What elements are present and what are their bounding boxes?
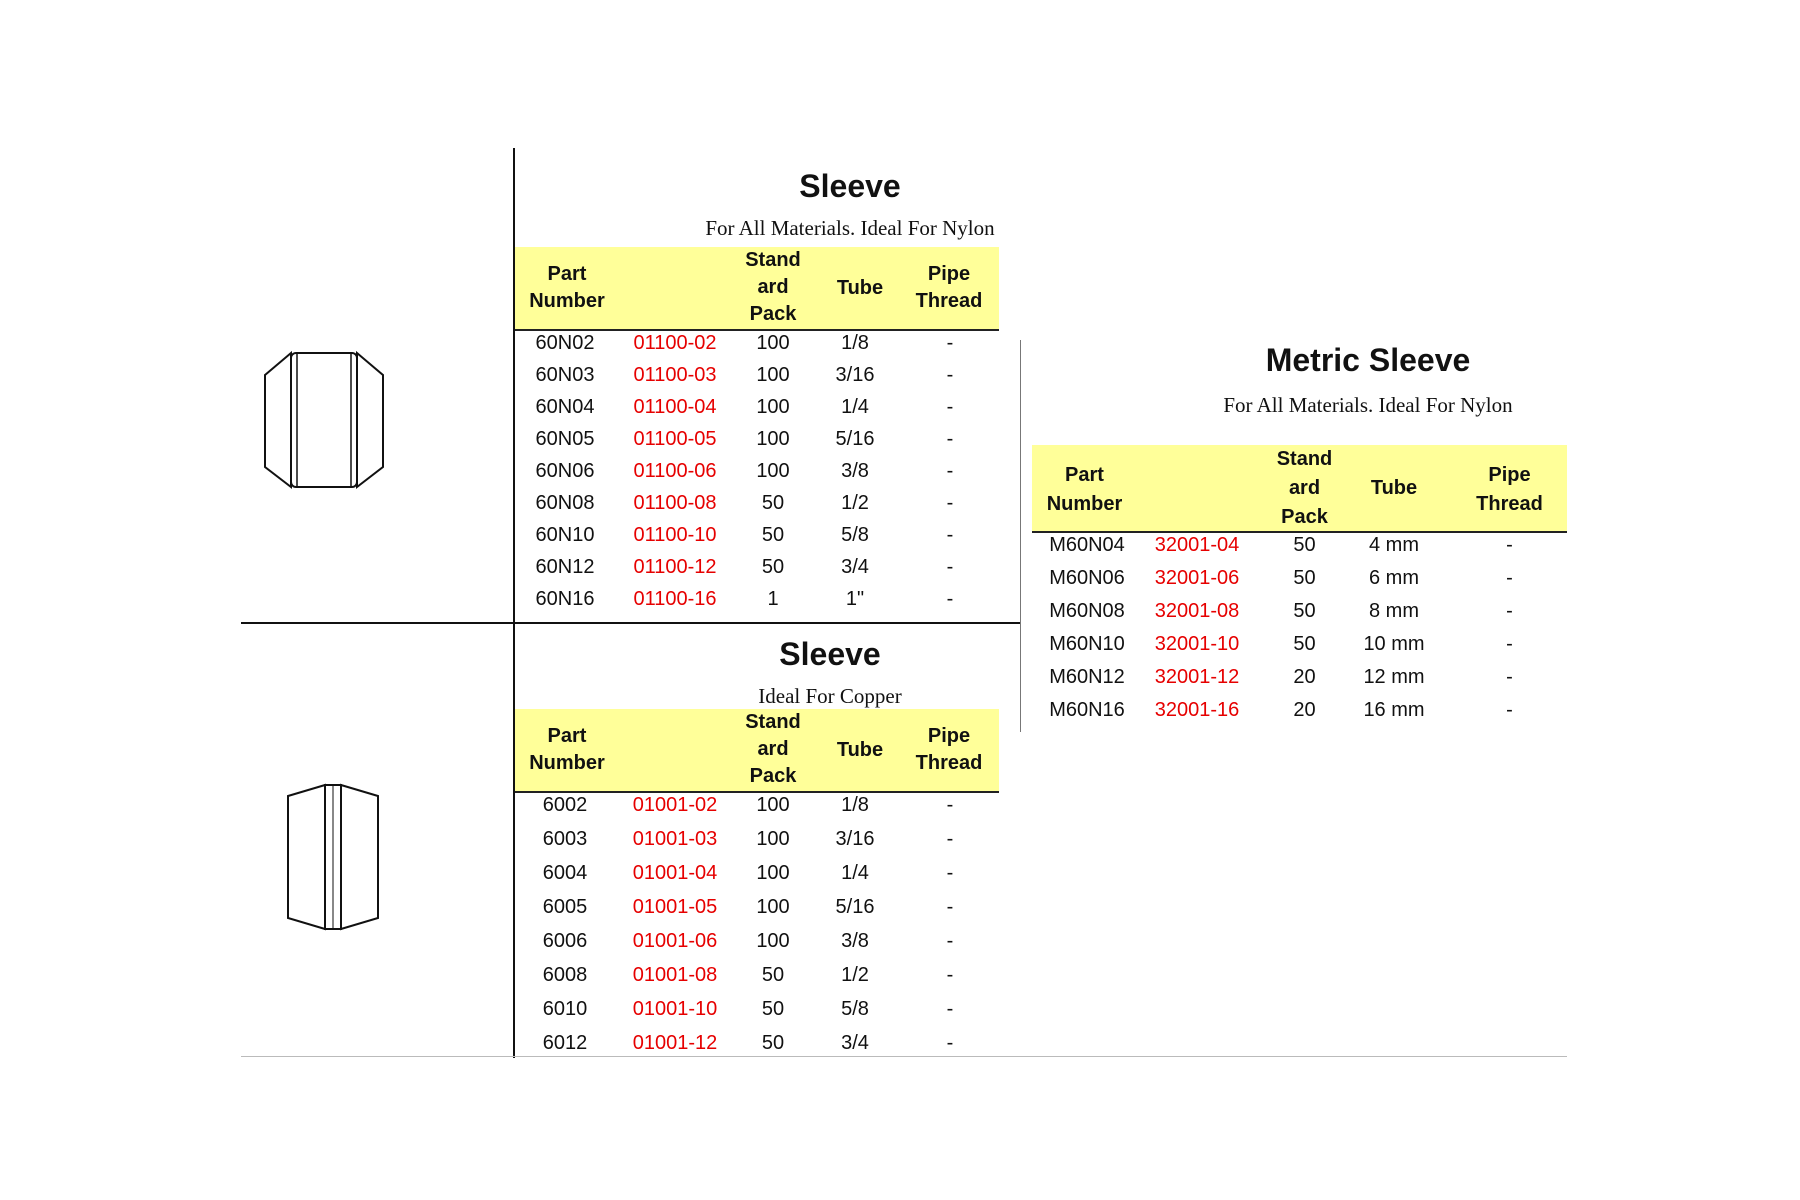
part-number: 60N04 bbox=[535, 396, 595, 418]
metric-sleeve-title: Metric Sleeve bbox=[1265, 342, 1471, 378]
header-thread-line1: Pipe bbox=[927, 725, 971, 747]
standard-pack: 50 bbox=[761, 492, 785, 514]
sleeve-copper-title: Sleeve bbox=[779, 636, 881, 672]
header-tube: Tube bbox=[836, 277, 884, 299]
header-part-line2: Number bbox=[529, 290, 605, 312]
tube-size: 8 mm bbox=[1369, 600, 1419, 622]
metric-sleeve-table bbox=[1032, 534, 1567, 734]
part-number: 6006 bbox=[542, 930, 588, 952]
part-number: 60N02 bbox=[535, 332, 595, 354]
standard-pack: 20 bbox=[1293, 699, 1316, 721]
sleeve-nylon-subtitle: For All Materials. Ideal For Nylon bbox=[705, 216, 995, 240]
order-code: 32001-16 bbox=[1154, 699, 1240, 721]
table-row bbox=[1032, 699, 1567, 729]
order-code: 01100-10 bbox=[633, 524, 717, 546]
table-row bbox=[515, 794, 999, 824]
table-row bbox=[1032, 600, 1567, 630]
standard-pack: 100 bbox=[756, 930, 790, 952]
header-pack-line1: Stand bbox=[745, 711, 801, 733]
standard-pack: 50 bbox=[1293, 567, 1316, 589]
order-code: 32001-06 bbox=[1154, 567, 1240, 589]
header-part-number bbox=[1032, 461, 1137, 519]
part-number: M60N08 bbox=[1049, 600, 1125, 622]
header-pack-line1: Stand bbox=[745, 249, 801, 271]
header-thread-line1: Pipe bbox=[1488, 464, 1531, 486]
standard-pack: 100 bbox=[756, 332, 790, 354]
header-part-line2: Number bbox=[529, 752, 605, 774]
table-row bbox=[515, 828, 999, 858]
part-number: 60N06 bbox=[535, 460, 595, 482]
order-code: 01100-06 bbox=[633, 460, 717, 482]
tube-size: 1/8 bbox=[841, 332, 869, 354]
header-thread-line2: Thread bbox=[1476, 493, 1543, 515]
table-row bbox=[515, 332, 999, 362]
metric-sleeve-header bbox=[1032, 445, 1567, 533]
order-code: 01001-12 bbox=[632, 1032, 718, 1054]
header-part-line1: Part bbox=[547, 263, 587, 285]
order-code: 01100-12 bbox=[633, 556, 717, 578]
tube-size: 5/16 bbox=[835, 428, 875, 450]
tube-size: 10 mm bbox=[1363, 633, 1425, 655]
header-part-line1: Part bbox=[1065, 464, 1104, 486]
order-code: 32001-04 bbox=[1154, 534, 1240, 556]
part-number: 60N16 bbox=[535, 588, 595, 610]
standard-pack: 50 bbox=[761, 998, 785, 1020]
order-code: 01100-16 bbox=[633, 588, 717, 610]
part-number: 60N05 bbox=[535, 428, 595, 450]
pipe-thread: - bbox=[946, 1032, 954, 1054]
standard-pack: 50 bbox=[761, 1032, 785, 1054]
order-code: 01001-04 bbox=[632, 862, 718, 884]
order-code: 32001-10 bbox=[1154, 633, 1240, 655]
sleeve-nylon-table bbox=[515, 332, 999, 622]
table-row bbox=[1032, 567, 1567, 597]
order-code: 01100-03 bbox=[633, 364, 717, 386]
tube-size: 1/8 bbox=[841, 794, 869, 816]
pipe-thread: - bbox=[1506, 567, 1513, 589]
pipe-thread: - bbox=[946, 524, 954, 546]
order-code: 01100-02 bbox=[633, 332, 717, 354]
header-part-number bbox=[517, 261, 617, 315]
sleeve-nylon-title: Sleeve bbox=[799, 168, 901, 204]
tube-size: 6 mm bbox=[1369, 567, 1419, 589]
header-pack-line3: Pack bbox=[1281, 506, 1328, 528]
table-row bbox=[515, 1032, 999, 1062]
tube-size: 1" bbox=[845, 588, 865, 610]
part-number: M60N16 bbox=[1049, 699, 1125, 721]
pipe-thread: - bbox=[946, 556, 954, 578]
order-code: 01100-04 bbox=[633, 396, 717, 418]
tube-size: 12 mm bbox=[1363, 666, 1425, 688]
standard-pack: 50 bbox=[1293, 633, 1316, 655]
sleeve-copper-table bbox=[515, 794, 999, 1056]
header-tube: Tube bbox=[1370, 477, 1418, 499]
part-number: M60N04 bbox=[1049, 534, 1125, 556]
order-code: 01001-08 bbox=[632, 964, 718, 986]
part-number: M60N10 bbox=[1049, 633, 1125, 655]
order-code: 32001-12 bbox=[1154, 666, 1240, 688]
part-number: 6008 bbox=[542, 964, 588, 986]
tube-size: 1/4 bbox=[841, 862, 869, 884]
standard-pack: 100 bbox=[756, 460, 790, 482]
pipe-thread: - bbox=[946, 930, 954, 952]
part-number: 6010 bbox=[542, 998, 588, 1020]
standard-pack: 100 bbox=[756, 396, 790, 418]
pipe-thread: - bbox=[1506, 666, 1513, 688]
middle-divider-line bbox=[241, 622, 1021, 624]
header-thread-line2: Thread bbox=[915, 752, 983, 774]
pipe-thread: - bbox=[946, 964, 954, 986]
pipe-thread: - bbox=[946, 794, 954, 816]
pipe-thread: - bbox=[946, 828, 954, 850]
table-row bbox=[515, 524, 999, 554]
part-number: 60N08 bbox=[535, 492, 595, 514]
tube-size: 5/8 bbox=[841, 524, 869, 546]
tube-size: 3/4 bbox=[841, 556, 869, 578]
header-pipe-thread bbox=[1452, 461, 1567, 519]
tube-size: 16 mm bbox=[1363, 699, 1425, 721]
table-row bbox=[515, 964, 999, 994]
table-row bbox=[515, 930, 999, 960]
header-thread-line2: Thread bbox=[915, 290, 983, 312]
table-row bbox=[515, 492, 999, 522]
part-number: 6003 bbox=[542, 828, 588, 850]
standard-pack: 100 bbox=[756, 794, 790, 816]
pipe-thread: - bbox=[1506, 699, 1513, 721]
standard-pack: 100 bbox=[756, 364, 790, 386]
sleeve-copper-drawing-icon bbox=[285, 782, 381, 932]
tube-size: 3/4 bbox=[841, 1032, 869, 1054]
header-pack-line3: Pack bbox=[749, 765, 797, 787]
table-row bbox=[515, 460, 999, 490]
standard-pack: 20 bbox=[1293, 666, 1316, 688]
part-number: 6012 bbox=[542, 1032, 588, 1054]
header-pack-line2: ard bbox=[757, 738, 789, 760]
standard-pack: 50 bbox=[761, 556, 785, 578]
sleeve-copper-subtitle: Ideal For Copper bbox=[758, 684, 902, 708]
tube-size: 4 mm bbox=[1369, 534, 1419, 556]
table-row bbox=[515, 556, 999, 586]
pipe-thread: - bbox=[946, 332, 954, 354]
standard-pack: 50 bbox=[761, 524, 785, 546]
standard-pack: 50 bbox=[1293, 600, 1316, 622]
order-code: 01001-02 bbox=[632, 794, 718, 816]
sleeve-nylon-header bbox=[515, 247, 999, 331]
pipe-thread: - bbox=[946, 588, 954, 610]
pipe-thread: - bbox=[946, 492, 954, 514]
pipe-thread: - bbox=[946, 428, 954, 450]
standard-pack: 100 bbox=[756, 862, 790, 884]
table-row bbox=[1032, 633, 1567, 663]
pipe-thread: - bbox=[946, 396, 954, 418]
order-code: 01001-05 bbox=[632, 896, 718, 918]
part-number: M60N06 bbox=[1049, 567, 1125, 589]
table-row bbox=[515, 862, 999, 892]
table-row bbox=[515, 396, 999, 426]
header-tube: Tube bbox=[836, 739, 884, 761]
header-pack-line2: ard bbox=[1288, 477, 1321, 499]
tube-size: 5/16 bbox=[835, 896, 875, 918]
header-standard-pack bbox=[733, 709, 813, 790]
order-code: 01001-03 bbox=[632, 828, 718, 850]
part-number: 60N10 bbox=[535, 524, 595, 546]
header-pack-line3: Pack bbox=[749, 303, 797, 325]
part-number: 6004 bbox=[542, 862, 588, 884]
order-code: 32001-08 bbox=[1154, 600, 1240, 622]
sleeve-nylon-drawing-icon bbox=[262, 350, 386, 490]
tube-size: 5/8 bbox=[841, 998, 869, 1020]
tube-size: 3/8 bbox=[841, 930, 869, 952]
pipe-thread: - bbox=[1506, 633, 1513, 655]
standard-pack: 1 bbox=[767, 588, 779, 610]
header-pipe-thread bbox=[900, 723, 998, 777]
pipe-thread: - bbox=[946, 364, 954, 386]
tube-size: 3/16 bbox=[835, 828, 875, 850]
standard-pack: 50 bbox=[1293, 534, 1316, 556]
table-row bbox=[515, 364, 999, 394]
sleeve-copper-header bbox=[515, 709, 999, 793]
header-standard-pack bbox=[1262, 445, 1347, 532]
part-number: M60N12 bbox=[1049, 666, 1125, 688]
metric-sleeve-subtitle: For All Materials. Ideal For Nylon bbox=[1223, 393, 1513, 417]
standard-pack: 100 bbox=[756, 828, 790, 850]
pipe-thread: - bbox=[946, 998, 954, 1020]
header-part-number bbox=[517, 723, 617, 777]
standard-pack: 100 bbox=[756, 896, 790, 918]
part-number: 60N12 bbox=[535, 556, 595, 578]
order-code: 01001-06 bbox=[632, 930, 718, 952]
header-part-line2: Number bbox=[1046, 493, 1123, 515]
header-thread-line1: Pipe bbox=[927, 263, 971, 285]
header-pack-line2: ard bbox=[757, 276, 789, 298]
table-row bbox=[515, 896, 999, 926]
header-pack-line1: Stand bbox=[1276, 448, 1333, 470]
part-number: 60N03 bbox=[535, 364, 595, 386]
tube-size: 1/2 bbox=[841, 492, 869, 514]
order-code: 01001-10 bbox=[632, 998, 718, 1020]
pipe-thread: - bbox=[946, 896, 954, 918]
table-row bbox=[1032, 666, 1567, 696]
table-row bbox=[1032, 534, 1567, 564]
table-row bbox=[515, 428, 999, 458]
tube-size: 3/16 bbox=[835, 364, 875, 386]
standard-pack: 100 bbox=[756, 428, 790, 450]
pipe-thread: - bbox=[946, 862, 954, 884]
header-part-line1: Part bbox=[547, 725, 587, 747]
order-code: 01100-05 bbox=[633, 428, 717, 450]
right-divider-line bbox=[1020, 340, 1021, 732]
header-pipe-thread bbox=[900, 261, 998, 315]
standard-pack: 50 bbox=[761, 964, 785, 986]
pipe-thread: - bbox=[946, 460, 954, 482]
table-row bbox=[515, 998, 999, 1028]
pipe-thread: - bbox=[1506, 534, 1513, 556]
header-standard-pack bbox=[733, 247, 813, 328]
part-number: 6002 bbox=[542, 794, 588, 816]
tube-size: 1/4 bbox=[841, 396, 869, 418]
tube-size: 3/8 bbox=[841, 460, 869, 482]
table-row bbox=[515, 588, 999, 618]
order-code: 01100-08 bbox=[633, 492, 717, 514]
tube-size: 1/2 bbox=[841, 964, 869, 986]
part-number: 6005 bbox=[542, 896, 588, 918]
pipe-thread: - bbox=[1506, 600, 1513, 622]
